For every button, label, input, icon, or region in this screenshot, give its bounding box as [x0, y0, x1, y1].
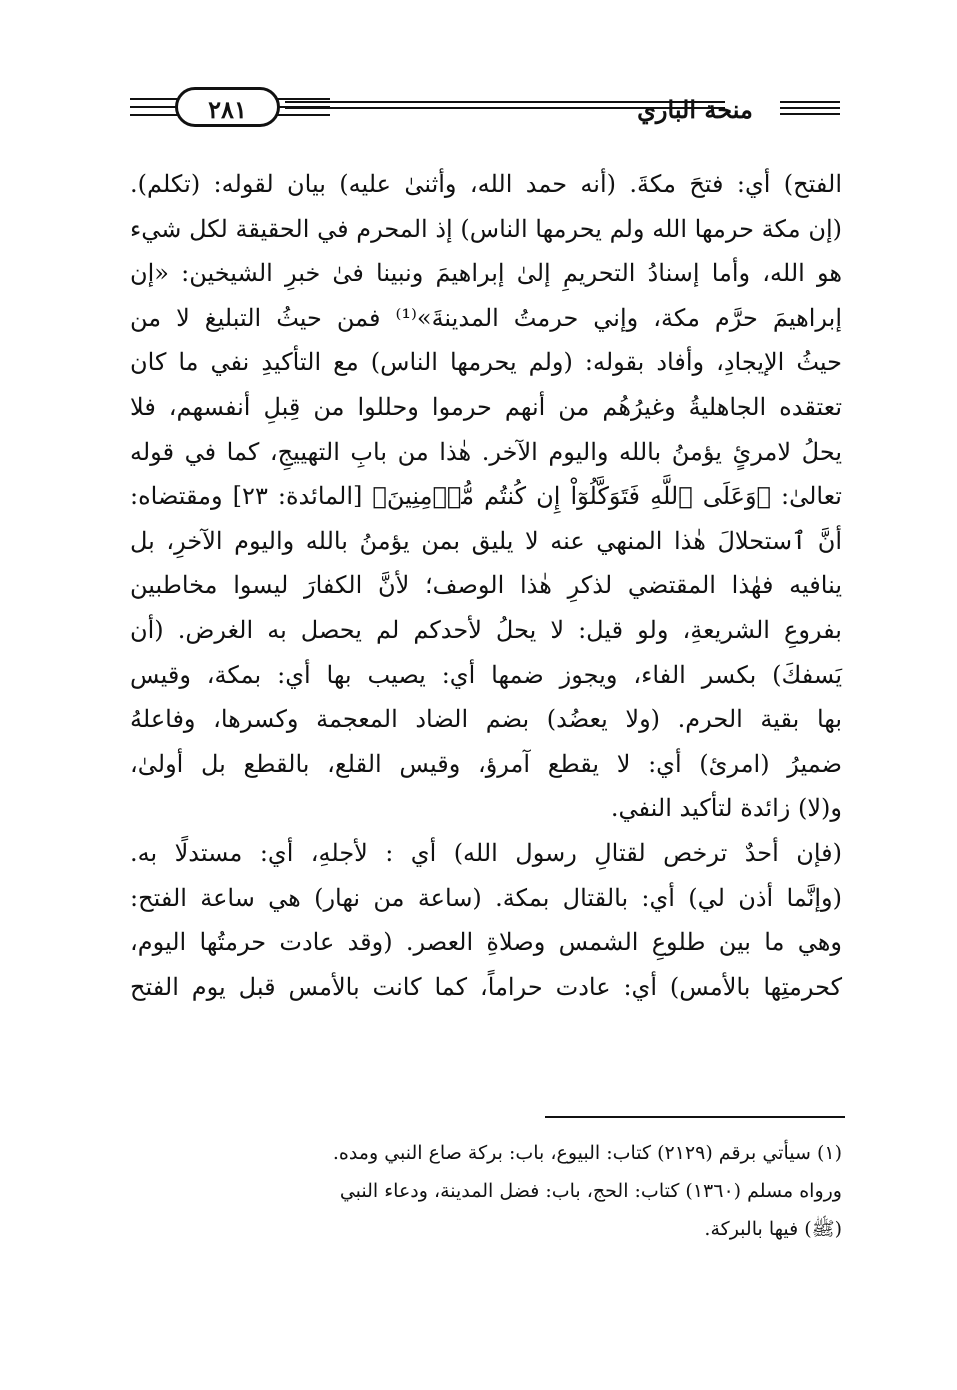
footnote-separator: [545, 1116, 845, 1118]
text-line: وهي ما بين طلوعِ الشمس وصلاةِ العصر. (وقد عادت حرمتُها اليوم،: [130, 928, 842, 957]
text-line: تعالىٰ: ﴿وَعَلَى ٱللَّهِ فَتَوَكَّلُوٓاْ إِن كُنتُم مُّؤۡمِنِينَ﴾ [المائدة: ٢٣] ومقتضاه:: [130, 482, 842, 511]
footnote-line: ورواه مسلم (١٣٦٠) كتاب: الحج، باب: فضل المدينة، ودعاء النبي: [339, 1180, 842, 1202]
text-line: ينافيه فهٰذا المقتضي لذكرِ هٰذا الوصف؛ لأنَّ الكفارَ ليسوا مخاطبين: [130, 571, 842, 600]
text-line: يحلُ لامرئٍ يؤمنُ بالله واليوم الآخر. هٰذا من بابِ التهييجِ، كما في قوله: [130, 437, 842, 466]
text-line: كحرمتِها بالأمس) أي: عادت حراماً، كما كانت بالأمس قبل يوم الفتح: [130, 972, 842, 1001]
text-line: بفروعِ الشريعةِ، ولو قيل: لا يحلُ لأحدكم لم يحصل به الغرض. (أن: [130, 615, 842, 644]
main-text: [130, 162, 842, 1009]
text-line: حيثُ الإيجادِ، وأفاد بقوله: (ولم يحرمها الناس) مع التأكيدِ نفي ما كان: [130, 348, 842, 377]
running-title: منحة الباري: [637, 95, 753, 124]
text-line: إبراهيمَ حرَّم مكة، وإني حرمتُ المدينةَ»⁽¹⁾ فمن حيثُ التبليغ لا من: [130, 303, 842, 332]
footnotes: [130, 1134, 842, 1248]
text-line: الفتح) أي: فتحَ مكةَ. (أنه حمد الله، وأثنىٰ عليه) بيان لقوله: (تكلم).: [130, 170, 842, 198]
text-line: بها بقية الحرم. (ولا يعضُد) بضم الضاد المعجمة وكسرها، وفاعلهُ: [130, 705, 842, 734]
text-line: أنَّ ٱستحلالَ هٰذا المنهي عنه لا يليق بمن يؤمنُ بالله واليوم الآخرِ، بل: [130, 526, 842, 555]
text-line: يَسفكَ) بكسر الفاء، ويجوز ضمها أي: يصيب بها أي: بمكة، وقيس: [130, 660, 843, 689]
text-line: ضميرُ (امرئ) أي: لا يقطع آمرؤ، وقيس القلع، بالقطع بل أولىٰ،: [130, 749, 843, 778]
footnote-line: (ﷺ) فيها بالبركة.: [704, 1218, 842, 1240]
text-line: (إن مكة حرمها الله ولم يحرمها الناس) إذ المحرم في الحقيقة لكل شيء: [130, 214, 842, 243]
text-line: و(لا) زائدة لتأكيد النفي.: [610, 794, 842, 823]
page-header: [125, 85, 840, 135]
text-line: تعتقده الجاهليةُ وغيرُهُم من أنهم حرموا وحللوا من قِبلِ أنفسهم، فلا: [130, 392, 842, 421]
page-number: ٢٨١: [175, 87, 280, 127]
text-line: (فإن أحدٌ ترخص لقتالِ رسول الله) أي : لأجلهِ، أي: مستدلًا به.: [130, 838, 842, 867]
header-rule-right: [780, 101, 840, 119]
text-line: هو الله، وأما إسنادُ التحريمِ إلىٰ إبراهيمَ ونبينا فىٰ خبرِ الشيخين: «إن: [130, 259, 842, 288]
footnote-line: (١) سيأتي برقم (٢١٢٩) كتاب: البيوع، باب: بركة صاع النبي ومده.: [332, 1142, 842, 1164]
text-line: (وإنَّما أذن لي) أي: بالقتال بمكة. (ساعة من نهار) هي ساعة الفتح:: [130, 883, 842, 912]
